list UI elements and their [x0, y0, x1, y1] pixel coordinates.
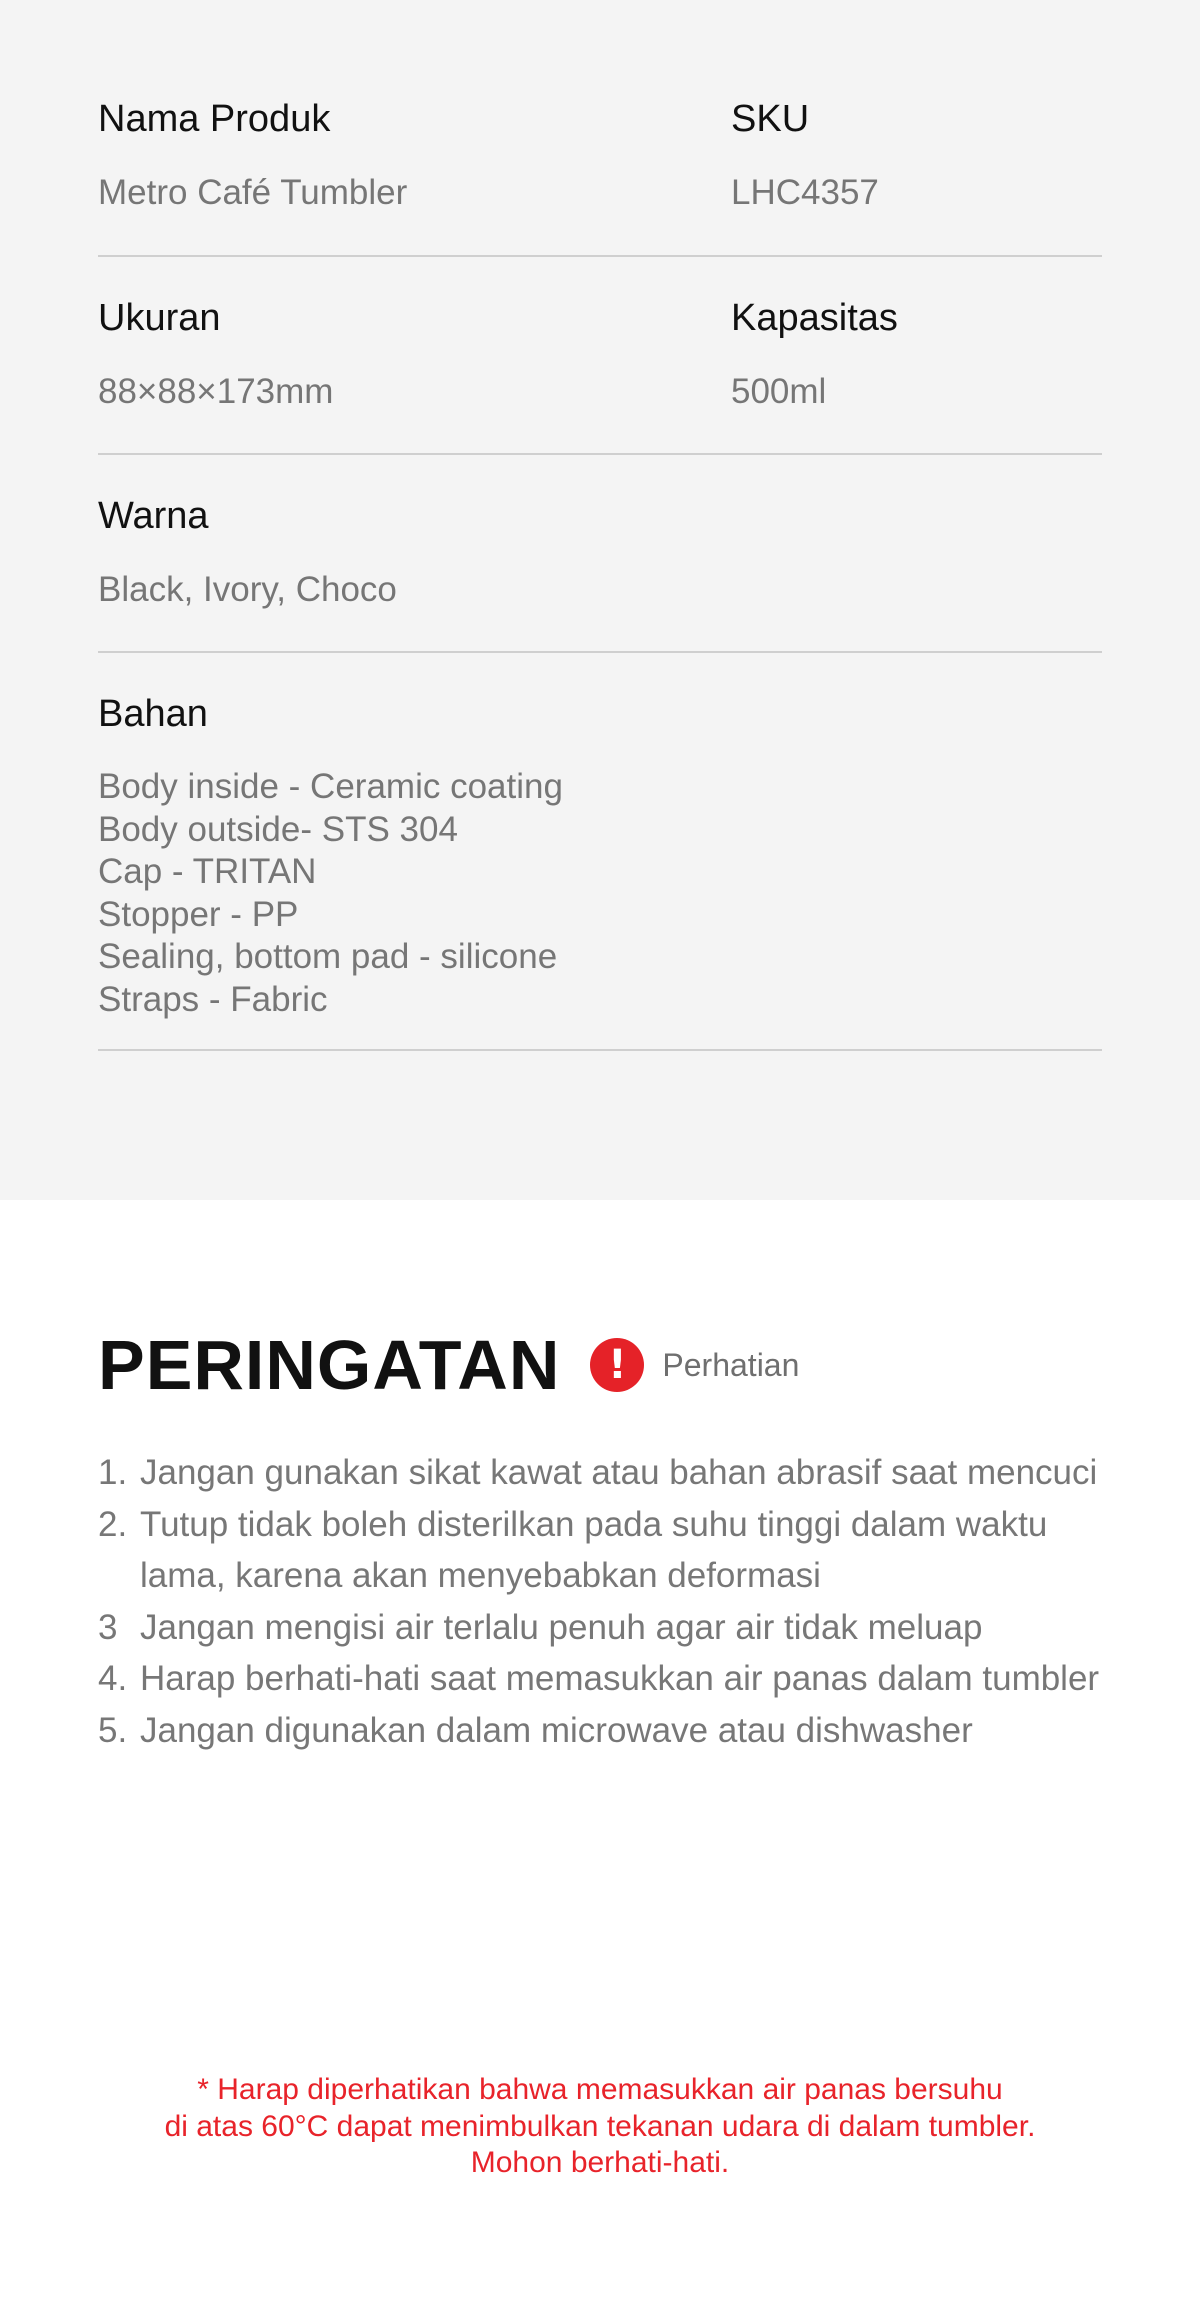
spec-value-material-list: [98, 766, 563, 1021]
spec-label-product-name: Nama Produk: [98, 98, 331, 140]
list-item-text: Jangan gunakan sikat kawat atau bahan abrasif saat mencuci: [140, 1453, 1098, 1492]
spec-value-color: Black, Ivory, Choco: [98, 570, 397, 609]
spec-label-capacity: Kapasitas: [731, 297, 898, 339]
spec-row-dimensions: [98, 296, 1102, 455]
list-item: [98, 1499, 1102, 1602]
note-line: * Harap diperhatikan bahwa memasukkan air panas bersuhu: [197, 2073, 1003, 2106]
material-line: Stopper - PP: [98, 894, 299, 934]
warning-title: PERINGATAN: [98, 1326, 561, 1404]
list-item-text: Tutup tidak boleh disterilkan pada suhu tinggi dalam waktu lama, karena akan menyebabkan deformasi: [140, 1504, 1048, 1595]
material-line: Body outside- STS 304: [98, 809, 458, 849]
list-item: [98, 1705, 1102, 1757]
list-item-text: Harap berhati-hati saat memasukkan air panas dalam tumbler: [140, 1659, 1100, 1698]
list-item: [98, 1653, 1102, 1705]
list-item-number: 1.: [98, 1453, 128, 1492]
spec-cell-capacity: [731, 296, 898, 413]
list-item-number: 3: [98, 1607, 118, 1647]
spec-cell-size: [98, 296, 333, 413]
list-item-text: Jangan mengisi air terlalu penuh agar air tidak meluap: [140, 1607, 983, 1647]
material-line: Cap - TRITAN: [98, 852, 317, 891]
warning-list: [98, 1447, 1102, 1756]
warning-header: [98, 1325, 799, 1405]
list-item-text: Jangan digunakan dalam microwave atau dishwasher: [140, 1710, 973, 1750]
material-line: Sealing, bottom pad - silicone: [98, 937, 558, 976]
list-item: [98, 1602, 1102, 1654]
spec-value-product-name: Metro Café Tumbler: [98, 173, 408, 212]
note-line: di atas 60°C dapat menimbulkan tekanan udara di dalam tumbler.: [164, 2109, 1036, 2143]
warning-section: [0, 1200, 1200, 2300]
exclamation-alert-icon: !: [590, 1338, 644, 1392]
hot-water-caution-note: [0, 2072, 1200, 2182]
spec-row-material: [98, 692, 1102, 1051]
spec-row-product: [98, 97, 1102, 257]
spec-value-sku: LHC4357: [731, 173, 879, 212]
spec-cell-sku: [731, 97, 879, 214]
spec-label-size: Ukuran: [98, 297, 221, 339]
spec-value-size: 88×88×173mm: [98, 372, 334, 411]
spec-value-capacity: 500ml: [731, 372, 827, 411]
material-line: Straps - Fabric: [98, 979, 328, 1019]
note-line: Mohon berhati-hati.: [470, 2146, 730, 2179]
attention-label: Perhatian: [662, 1346, 800, 1383]
spec-label-material: Bahan: [98, 693, 208, 735]
spec-label-color: Warna: [98, 495, 209, 537]
spec-cell-material: [98, 692, 563, 1021]
spec-label-sku: SKU: [731, 98, 810, 140]
spec-cell-color: [98, 494, 397, 611]
list-item: [98, 1447, 1102, 1499]
spec-cell-product-name: [98, 97, 407, 214]
material-line: Body inside - Ceramic coating: [98, 767, 563, 806]
spec-row-color: [98, 494, 1102, 653]
list-item-number: 5.: [98, 1710, 128, 1750]
list-item-number: 2.: [98, 1504, 128, 1544]
list-item-number: 4.: [98, 1659, 128, 1698]
